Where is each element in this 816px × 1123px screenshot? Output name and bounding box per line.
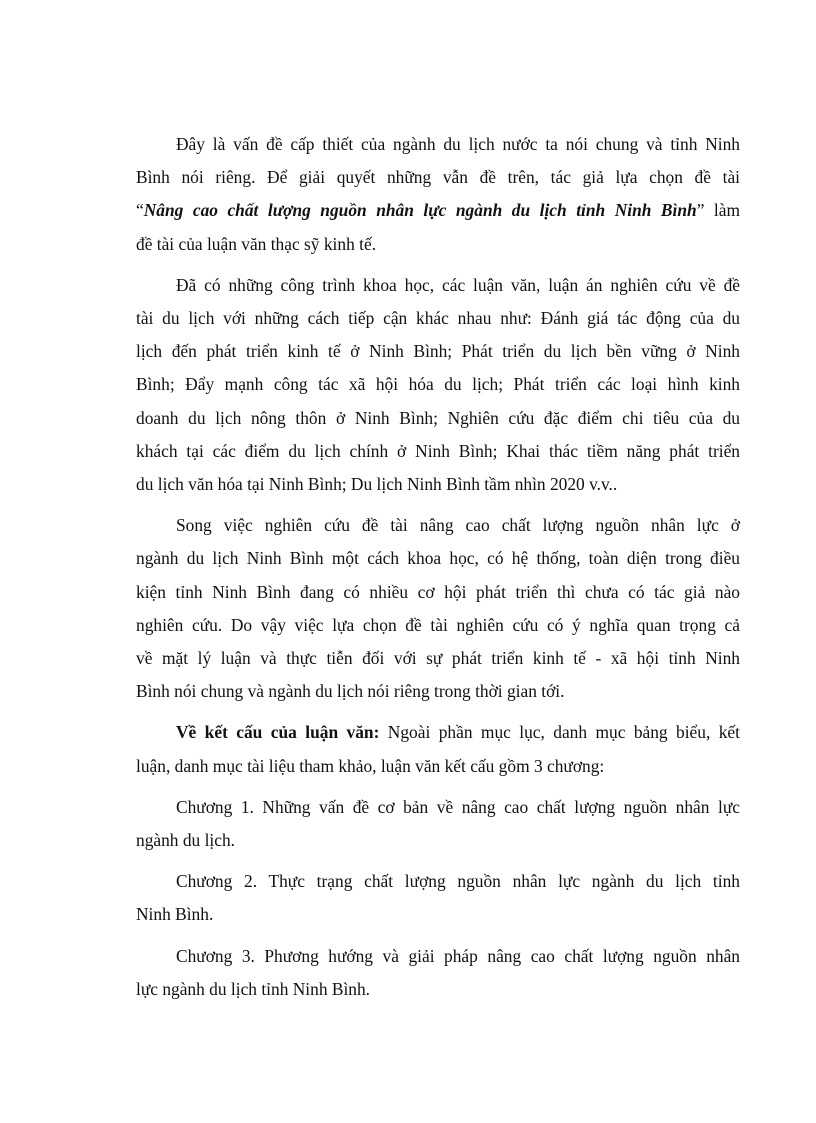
structure-lead: Về kết cấu của luận văn: xyxy=(176,722,380,743)
text-line: lực ngành du lịch tỉnh Ninh Bình. xyxy=(136,978,371,999)
text-line: Bình nói riêng. Để giải quyết những vẫn đề trên, tác giả lựa chọn đề tài xyxy=(136,167,740,188)
text-line: Ninh Bình. xyxy=(136,904,214,925)
paragraph-4 xyxy=(136,716,740,782)
text-line: Chương 1. Những vấn đề cơ bản về nâng cao chất lượng nguồn nhân lực xyxy=(176,796,740,817)
text-line-with-title xyxy=(136,194,740,227)
text-line: kiện tỉnh Ninh Bình đang có nhiều cơ hội phát triển thì chưa có tác giả nào xyxy=(136,581,740,602)
paragraph-1 xyxy=(136,128,740,261)
text-line: Bình; Đẩy mạnh công tác xã hội hóa du lịch; Phát triển các loại hình kinh xyxy=(136,374,740,395)
text-line: Đây là vấn đề cấp thiết của ngành du lịch nước ta nói chung và tỉnh Ninh xyxy=(176,134,740,154)
text-line: về mặt lý luận và thực tiễn đối với sự phát triển kinh tế - xã hội tỉnh Ninh xyxy=(136,648,740,669)
structure-lead-rest: Ngoài phần mục lục, danh mục bảng biểu, kết xyxy=(379,722,740,743)
chapter-1-item xyxy=(136,791,740,857)
paragraph-3 xyxy=(136,509,740,708)
text-line-with-lead xyxy=(176,716,740,749)
chapter-2-item xyxy=(136,865,740,931)
text-line: lịch đến phát triển kinh tế ở Ninh Bình; Phát triển du lịch bền vững ở Ninh xyxy=(136,341,740,362)
text-line: nghiên cứu. Do vậy việc lựa chọn đề tài nghiên cứu có ý nghĩa quan trọng cả xyxy=(136,614,740,635)
chapter-3-item xyxy=(136,940,740,1006)
text-line: Song việc nghiên cứu đề tài nâng cao chất lượng nguồn nhân lực ở xyxy=(176,515,740,536)
text-line: đề tài của luận văn thạc sỹ kinh tế. xyxy=(136,233,377,254)
text-line: ngành du lịch. xyxy=(136,830,236,851)
text-line: tài du lịch với những cách tiếp cận khác nhau như: Đánh giá tác động của du xyxy=(136,308,740,329)
paragraph-2 xyxy=(136,269,740,501)
text-line: Chương 2. Thực trạng chất lượng nguồn nhân lực ngành du lịch tỉnh xyxy=(176,871,740,892)
text-line: luận, danh mục tài liệu tham khảo, luận văn kết cấu gồm 3 chương: xyxy=(136,755,605,776)
text-line: Bình nói chung và ngành du lịch nói riêng trong thời gian tới. xyxy=(136,681,565,702)
text-line: du lịch văn hóa tại Ninh Bình; Du lịch Ninh Bình tầm nhìn 2020 v.v.. xyxy=(136,474,618,495)
text-line: Chương 3. Phương hướng và giải pháp nâng cao chất lượng nguồn nhân xyxy=(176,945,740,966)
text-line: doanh du lịch nông thôn ở Ninh Bình; Nghiên cứu đặc điểm chi tiêu của du xyxy=(136,407,740,428)
thesis-title: Nâng cao chất lượng nguồn nhân lực ngành du lịch tỉnh Ninh Bình xyxy=(143,200,697,221)
close-quote: ” làm xyxy=(696,200,740,221)
text-line: Đã có những công trình khoa học, các luận văn, luận án nghiên cứu về đề xyxy=(176,274,740,295)
document-body xyxy=(136,128,740,1006)
text-line: ngành du lịch Ninh Bình một cách khoa học, có hệ thống, toàn diện trong điều xyxy=(136,548,740,569)
open-quote: “ xyxy=(136,200,144,221)
text-line: khách tại các điểm du lịch chính ở Ninh Bình; Khai thác tiềm năng phát triển xyxy=(136,440,740,461)
